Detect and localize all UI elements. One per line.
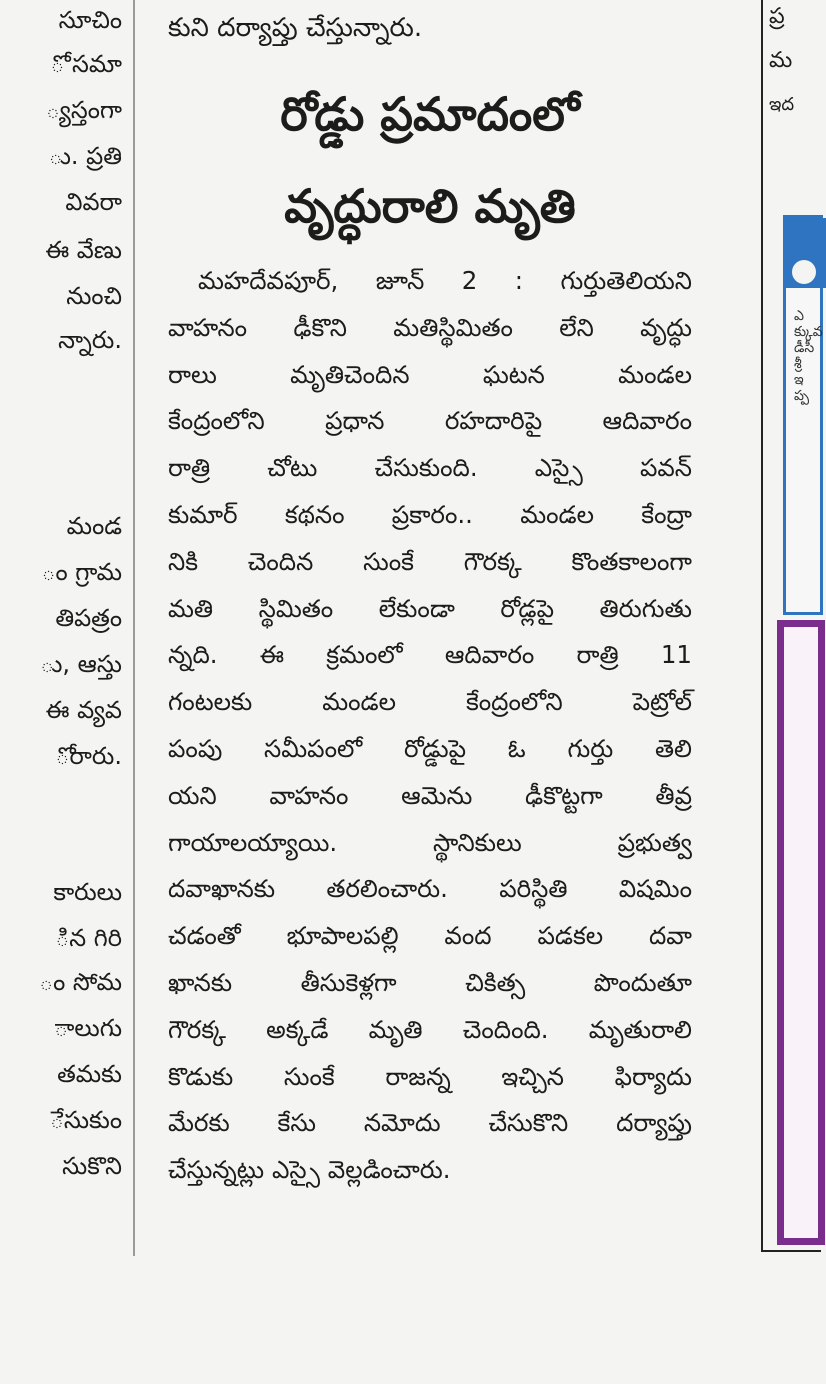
left-text-line: ం సోమ: [39, 968, 122, 996]
article-body-line: మేరకు కేసు నమోదు చేసుకొని దర్యాప్తు: [168, 1108, 692, 1137]
blue-box-text: ఎక్కువ డీసీ శ్రీ ఇప్ప: [794, 308, 823, 404]
previous-article-ending: కుని దర్యాప్తు చేస్తున్నారు.: [168, 13, 423, 43]
left-text-line: వివరా: [65, 188, 122, 216]
left-text-line: ేసుకుం: [49, 1106, 122, 1134]
article-body-line: చేస్తున్నట్లు ఎస్సై వెల్లడించారు.: [168, 1155, 451, 1184]
article-body-line: గౌరక్క అక్కడే మృతి చెందింది. మృతురాలి: [168, 1015, 692, 1044]
article-body-line: రాత్రి చోటు చేసుకుంది. ఎస్సై పవన్: [168, 453, 692, 482]
left-text-line: తమకు: [57, 1060, 122, 1088]
left-text-line: మండ: [66, 512, 122, 540]
article-body-line: గంటలకు మండల కేంద్రంలోని పెట్రోల్: [168, 687, 692, 716]
left-text-line: ు, ఆస్తు: [40, 650, 122, 678]
right-column-fragment: [755, 0, 823, 1260]
article-body-line: పంపు సమీపంలో రోడ్డుపై ఓ గుర్తు తెలి: [168, 734, 692, 763]
left-text-line: ో సమా: [50, 50, 122, 78]
main-article-column: [160, 0, 700, 1280]
blue-advert-box: [783, 215, 823, 615]
article-body-line: ఖానకు తీసుకెళ్లగా చికిత్స పొందుతూ: [168, 968, 692, 997]
headline-line-2: వృద్ధురాలి మృతి: [284, 179, 576, 233]
article-body-line: రాలు మృతిచెందిన ఘటన మండల: [168, 360, 692, 389]
blue-header-tab: [786, 218, 826, 288]
left-text-line: న్నారు.: [58, 326, 122, 354]
left-text-line: కారులు: [53, 878, 122, 906]
article-body-line: వాహనం ఢీకొని మతిస్థిమితం లేని వృద్ధు: [168, 313, 692, 342]
left-column-fragment: [0, 0, 122, 1250]
article-body-line: కుమార్ కథనం ప్రకారం.. మండల కేంద్రా: [168, 500, 692, 529]
article-body-line: మతి స్థిమితం లేకుండా రోడ్లపై తిరుగుతు: [168, 594, 692, 623]
column-divider: [133, 0, 135, 1256]
purple-advert-box: [777, 620, 825, 1245]
left-text-line: ్యస్తంగా: [46, 96, 122, 124]
left-text-line: నుంచి: [66, 282, 122, 310]
article-body-line: కొడుకు సుంకే రాజన్న ఇచ్చిన ఫిర్యాదు: [168, 1062, 692, 1091]
right-text-line: మ: [769, 48, 793, 73]
article-body-line: చడంతో భూపాలపల్లి వంద పడకల దవా: [168, 921, 692, 950]
left-text-line: సూచిం: [58, 6, 122, 34]
left-text-line: ం గ్రామ: [41, 558, 122, 586]
article-body-line: నికి చెందిన సుంకే గౌరక్క కొంతకాలంగా: [168, 547, 692, 576]
right-text-line: ప్ర: [769, 4, 785, 29]
right-text-line: ఇద: [769, 94, 795, 115]
article-body-line: దవాఖానకు తరలించారు. పరిస్థితి విషమిం: [168, 874, 692, 903]
article-body-line: కేంద్రంలోని ప్రధాన రహదారిపై ఆదివారం: [168, 406, 692, 435]
left-text-line: సుకొని: [62, 1152, 122, 1180]
headline-line-1: రోడ్డు ప్రమాదంలో: [280, 87, 580, 141]
article-body-line: యని వాహనం ఆమెను ఢీకొట్టగా తీవ్ర: [168, 781, 692, 810]
article-body-line: మహదేవపూర్, జూన్ 2 : గుర్తుతెలియని: [198, 266, 692, 295]
left-text-line: ు. ప్రతి: [48, 142, 122, 170]
circle-icon: [792, 260, 816, 284]
left-text-line: తిపత్రం: [55, 604, 122, 632]
left-text-line: ఈ వ్యవ: [45, 696, 122, 724]
left-text-line: ఈ వేణు: [45, 236, 122, 264]
article-body-line: న్నది. ఈ క్రమంలో ఆదివారం రాత్రి 11: [168, 640, 692, 669]
article-body-line: గాయాలయ్యాయి. స్థానికులు ప్రభుత్వ: [168, 828, 692, 857]
left-text-line: ాలుగు: [54, 1014, 122, 1042]
left-text-line: ోరారు.: [55, 742, 122, 770]
left-text-line: ిన గిరి: [55, 924, 122, 952]
